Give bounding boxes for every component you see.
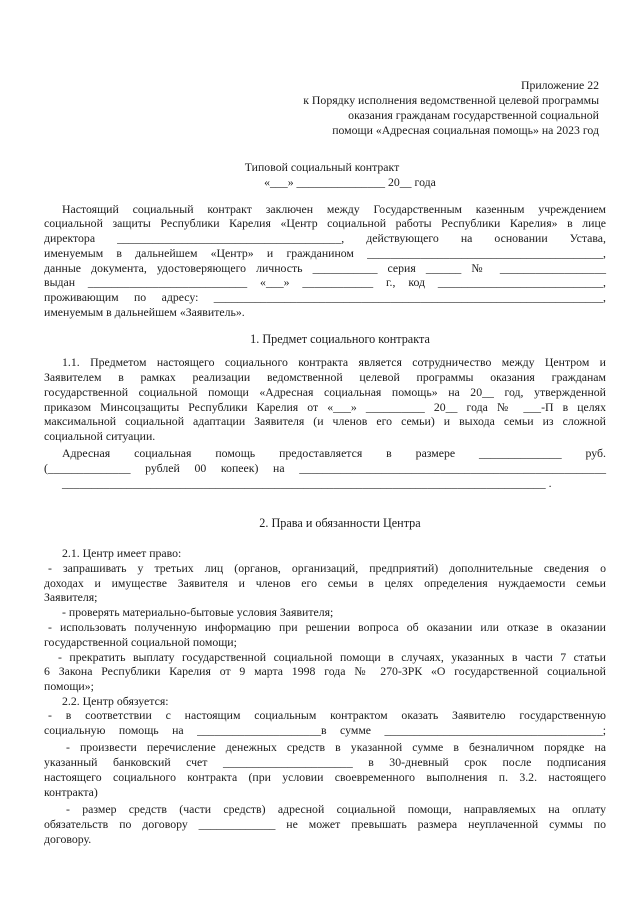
appendix-line-1: Приложение 22 <box>520 78 599 92</box>
section2-line-18: - размер средств (части средств) адресной социальной помощи, направляемых на оплату <box>66 802 606 816</box>
intro-line-6: выдан ___________________________ «___» ____________ г., код ____________________________, <box>44 275 606 289</box>
appendix-line-2: к Порядку исполнения ведомственной целевой программы <box>303 93 599 107</box>
appendix-line-3: оказания гражданам государственной социальной <box>348 108 599 122</box>
section2-line-3: доходах и имуществе Заявителя и членов его семьи в целях определения нуждаемости семьи <box>44 576 606 590</box>
section2-line-7: государственной социальной помощи; <box>44 635 237 649</box>
intro-line-3: директора ______________________________________, действующего на основании Устава, <box>44 231 606 245</box>
section2-heading: 2. Права и обязанности Центра <box>259 516 421 530</box>
intro-line-1: Настоящий социальный контракт заключен между Государственным казенным учреждением <box>62 202 606 216</box>
section2-line-5: - проверять материально-бытовые условия Заявителя; <box>62 605 334 619</box>
intro-line-7: проживающим по адресу: __________________________________________________________________, <box>44 290 606 304</box>
section2-line-4: Заявителя; <box>44 590 98 604</box>
section2-line-15: указанный банковский счет ______________________ в 30-дневный срок после подписания <box>44 755 606 769</box>
section2-line-19: обязательств по договору _____________ не может превышать размера неуплаченной суммы по <box>44 817 606 831</box>
document-title: Типовой социальный контракт <box>244 160 400 174</box>
section2-line-9: 6 Закона Республики Карелия от 9 марта 1998 года № 270-ЗРК «О государственной социальной <box>44 664 606 678</box>
section2-line-17: контракта) <box>44 785 98 799</box>
section2-line-10: помощи»; <box>44 679 94 693</box>
date-line: «___» _______________ 20__ года <box>264 175 436 189</box>
intro-line-4: именуемым в дальнейшем «Центр» и гражданином ________________________________________, <box>44 246 606 260</box>
section2-line-16: настоящего социального контракта (при условии своевременного выполнения п. 3.2. настоящего <box>44 770 606 784</box>
section2-line-12: - в соответствии с настоящим социальным контрактом оказать Заявителю государственную <box>48 708 606 722</box>
section1-line-3: государственной социальной помощи «Адресная социальная помощь» на 20__ год, утвержденной <box>44 385 606 399</box>
intro-line-8: именуемым в дальнейшем «Заявитель». <box>44 305 245 319</box>
section1-line-4: приказом Минсоцзащиты Республики Карелия от «___» __________ 20__ года № ___-П в целях <box>44 400 606 414</box>
section2-line-8: - прекратить выплату государственной социальной помощи в случаях, указанных в части 7 статьи <box>58 650 606 664</box>
intro-line-5: данные документа, удостоверяющего личность ___________ серия ______ № __________________ <box>44 261 606 275</box>
section1-line-1: 1.1. Предметом настоящего социального контракта является сотрудничество между Центром и <box>62 355 606 369</box>
section1-line-7: Адресная социальная помощь предоставляется в размере ______________ руб. <box>62 446 606 460</box>
section1-line-8: (______________ рублей 00 копеек) на ____________________________________________________ <box>44 461 606 475</box>
intro-line-2: социальной защиты Республики Карелия «Центр социальной работы Республики Карелия» в лице <box>44 216 606 230</box>
section2-line-1: 2.1. Центр имеет право: <box>62 546 182 560</box>
section2-line-6: - использовать полученную информацию при решении вопроса об оказании или отказе в оказании <box>48 620 606 634</box>
section2-line-14: - произвести перечисление денежных средств в указанной сумме в безналичном порядке на <box>66 740 606 754</box>
section1-heading: 1. Предмет социального контракта <box>250 332 430 346</box>
section2-line-2: - запрашивать у третьих лиц (органов, организаций, предприятий) дополнительные сведения о <box>48 561 606 575</box>
section1-line-6: социальной ситуации. <box>44 429 156 443</box>
section1-line-2: Заявителем в рамках реализации ведомственной целевой программы оказания гражданам <box>44 370 606 384</box>
appendix-line-4: помощи «Адресная социальная помощь» на 2023 год <box>332 123 599 137</box>
section2-line-13: социальную помощь на _____________________в сумме _____________________________________; <box>44 723 606 737</box>
section2-line-20: договору. <box>44 832 92 846</box>
section1-line-9: __________________________________________________________________________________ . <box>62 476 552 490</box>
section1-line-5: максимальной социальной адаптации Заявителя (и членов его семьи) и выхода семьи из сложной <box>44 414 606 428</box>
section2-line-11: 2.2. Центр обязуется: <box>62 694 169 708</box>
